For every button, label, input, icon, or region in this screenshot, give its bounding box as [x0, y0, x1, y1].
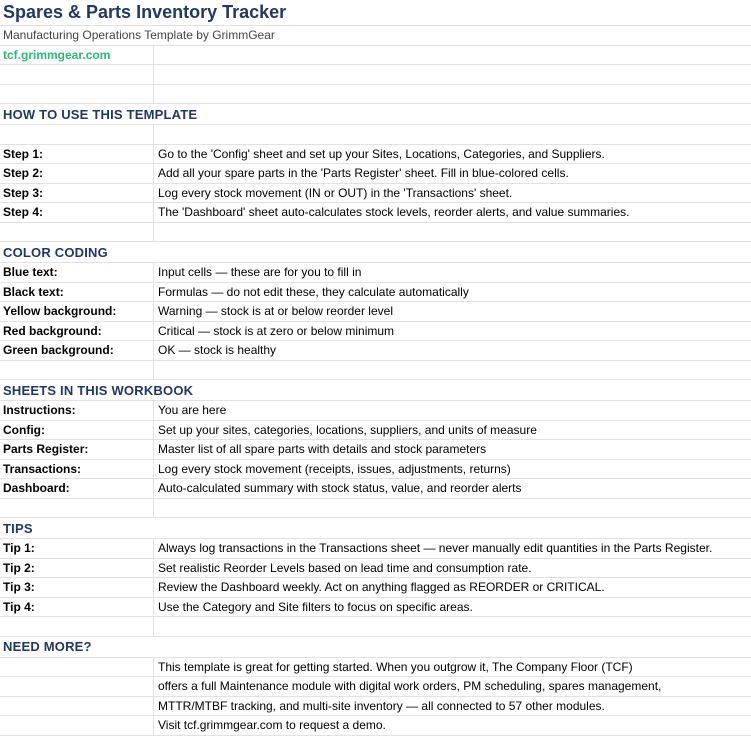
section-heading-color-coding[interactable]: [0, 242, 751, 263]
sheet-label: Dashboard:: [0, 479, 154, 498]
step-label: Step 3:: [0, 184, 154, 203]
step-label: Step 1:: [0, 145, 154, 164]
color-row[interactable]: [0, 283, 751, 303]
sheet-text: You are here: [158, 403, 227, 418]
empty-row[interactable]: [0, 361, 751, 381]
need-more-line: MTTR/MTBF tracking, and multi-site inventory — all connected to 57 other modules.: [158, 698, 605, 713]
section-heading-tips[interactable]: [0, 518, 751, 539]
page-subtitle: Manufacturing Operations Template by GrimmGear: [3, 28, 275, 43]
section-heading-sheets[interactable]: [0, 380, 751, 401]
tip-text: Always log transactions in the Transactions sheet — never manually edit quantities in the Parts Register.: [158, 541, 713, 556]
empty-row[interactable]: [0, 85, 751, 105]
website-link[interactable]: tcf.grimmgear.com: [0, 46, 154, 65]
need-more-row[interactable]: [0, 716, 751, 736]
section-title: TIPS: [3, 520, 33, 536]
color-text: Critical — stock is at zero or below minimum: [158, 323, 395, 338]
color-row[interactable]: [0, 302, 751, 322]
tip-row[interactable]: [0, 539, 751, 559]
section-heading-need-more[interactable]: [0, 637, 751, 658]
color-text: Warning — stock is at or below reorder level: [158, 304, 393, 319]
tip-row[interactable]: [0, 578, 751, 598]
step-row[interactable]: [0, 184, 751, 204]
tip-text: Set realistic Reorder Levels based on lead time and consumption rate.: [158, 560, 532, 575]
section-heading-how-to[interactable]: [0, 104, 751, 125]
sheet-text: Log every stock movement (receipts, issues, adjustments, returns): [158, 461, 511, 476]
tip-label: Tip 2:: [0, 559, 154, 578]
color-label: Red background:: [0, 322, 154, 341]
tip-label: Tip 3:: [0, 578, 154, 597]
empty-row[interactable]: [0, 499, 751, 519]
step-text: Go to the 'Config' sheet and set up your Sites, Locations, Categories, and Suppliers.: [158, 146, 605, 161]
sheet-text: Auto-calculated summary with stock status, value, and reorder alerts: [158, 481, 522, 496]
color-row[interactable]: [0, 322, 751, 342]
sheet-label: Config:: [0, 421, 154, 440]
step-row[interactable]: [0, 145, 751, 165]
color-text: Formulas — do not edit these, they calculate automatically: [158, 284, 469, 299]
color-text: OK — stock is healthy: [158, 343, 277, 358]
sheet-row[interactable]: [0, 421, 751, 441]
need-more-row[interactable]: [0, 677, 751, 697]
color-text: Input cells — these are for you to fill in: [158, 265, 362, 280]
color-label: Blue text:: [0, 263, 154, 282]
subtitle-row[interactable]: [0, 26, 751, 46]
step-row[interactable]: [0, 164, 751, 184]
sheet-text: Set up your sites, categories, locations, suppliers, and units of measure: [158, 422, 537, 437]
step-text: The 'Dashboard' sheet auto-calculates stock levels, reorder alerts, and value summaries.: [158, 205, 630, 220]
color-row[interactable]: [0, 263, 751, 283]
step-text: Log every stock movement (IN or OUT) in the 'Transactions' sheet.: [158, 185, 513, 200]
need-more-line: This template is great for getting started. When you outgrow it, The Company Floor (TCF): [158, 659, 633, 674]
sheet-label: Parts Register:: [0, 440, 154, 459]
title-row[interactable]: [0, 0, 751, 26]
section-title: COLOR CODING: [3, 244, 108, 260]
color-row[interactable]: [0, 341, 751, 361]
tip-row[interactable]: [0, 598, 751, 618]
sheet-text: Master list of all spare parts with details and stock parameters: [158, 442, 487, 457]
color-label: Black text:: [0, 283, 154, 302]
link-row[interactable]: [0, 46, 751, 66]
page-title: Spares & Parts Inventory Tracker: [3, 2, 287, 22]
sheet-label: Transactions:: [0, 460, 154, 479]
tip-text: Review the Dashboard weekly. Act on anything flagged as REORDER or CRITICAL.: [158, 580, 605, 595]
empty-row[interactable]: [0, 223, 751, 243]
tip-text: Use the Category and Site filters to focus on specific areas.: [158, 599, 473, 614]
section-title: SHEETS IN THIS WORKBOOK: [3, 382, 194, 398]
sheet-row[interactable]: [0, 440, 751, 460]
need-more-line: Visit tcf.grimmgear.com to request a demo.: [158, 718, 386, 733]
step-label: Step 2:: [0, 164, 154, 183]
step-row[interactable]: [0, 203, 751, 223]
color-label: Yellow background:: [0, 302, 154, 321]
color-label: Green background:: [0, 341, 154, 360]
step-text: Add all your spare parts in the 'Parts Register' sheet. Fill in blue-colored cells.: [158, 166, 569, 181]
sheet-label: Instructions:: [0, 401, 154, 420]
tip-label: Tip 1:: [0, 539, 154, 558]
sheet-row[interactable]: [0, 401, 751, 421]
tip-row[interactable]: [0, 559, 751, 579]
need-more-row[interactable]: [0, 658, 751, 678]
need-more-row[interactable]: [0, 697, 751, 717]
step-label: Step 4:: [0, 203, 154, 222]
section-title: NEED MORE?: [3, 639, 92, 654]
section-title: HOW TO USE THIS TEMPLATE: [3, 106, 198, 122]
tip-label: Tip 4:: [0, 598, 154, 617]
sheet-row[interactable]: [0, 479, 751, 499]
empty-row[interactable]: [0, 617, 751, 637]
empty-row[interactable]: [0, 65, 751, 85]
empty-row[interactable]: [0, 125, 751, 145]
need-more-line: offers a full Maintenance module with digital work orders, PM scheduling, spares management,: [158, 679, 662, 694]
sheet-row[interactable]: [0, 460, 751, 480]
